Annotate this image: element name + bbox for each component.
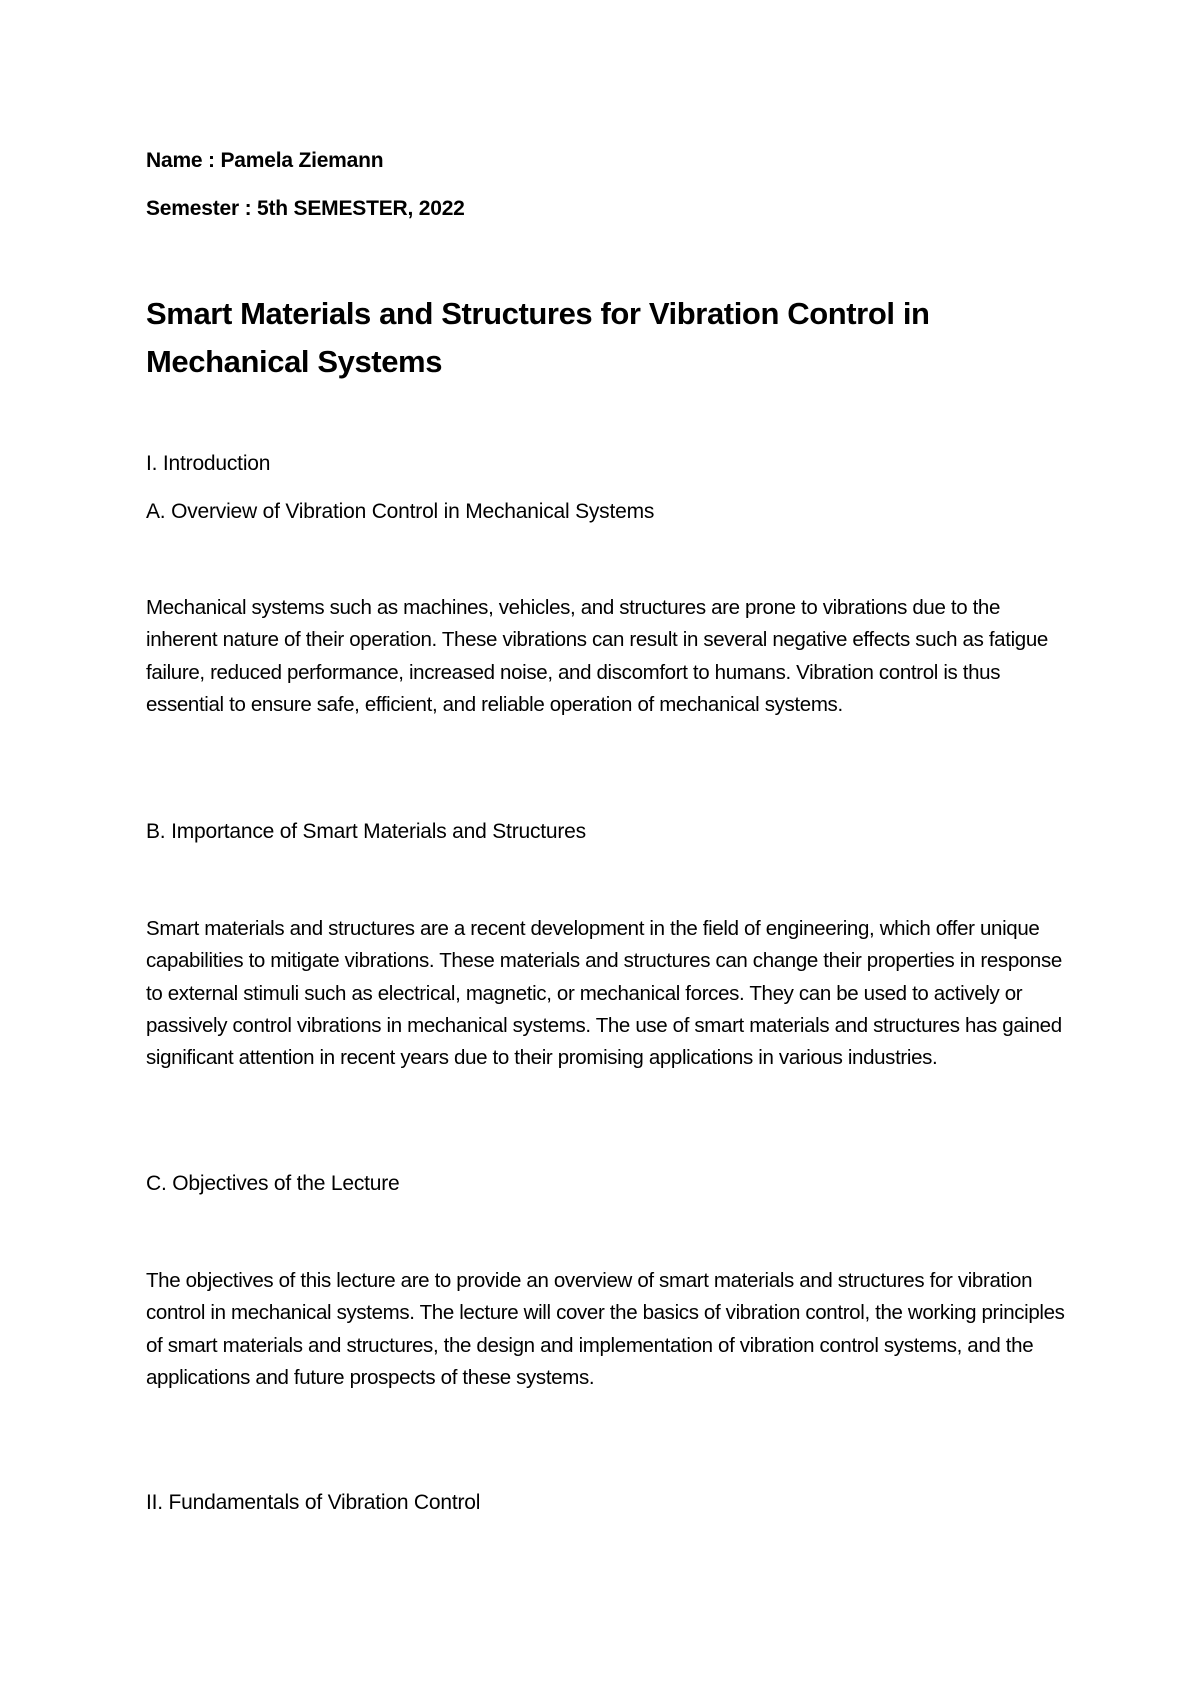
section-1-heading: I. Introduction: [146, 452, 271, 475]
student-name: Name : Pamela Ziemann: [146, 149, 384, 172]
section-2-heading: II. Fundamentals of Vibration Control: [146, 1491, 481, 1514]
subsection-a-heading: A. Overview of Vibration Control in Mechanical Systems: [146, 500, 655, 523]
subsection-a-paragraph: Mechanical systems such as machines, vehicles, and structures are prone to vibrations due to the inherent nature of their operation. These vibrations can result in several negative effects such as fatigue failure, reduced performance, increased noise, and discomfort to humans. Vibration control is thus essential to ensure safe, efficient, and reliable operation of mechanical systems.: [146, 596, 1048, 716]
semester-info: Semester : 5th SEMESTER, 2022: [146, 197, 465, 220]
document-title: Smart Materials and Structures for Vibration Control in Mechanical Systems: [146, 296, 930, 379]
subsection-b-paragraph: Smart materials and structures are a recent development in the field of engineering, which offer unique capabilities to mitigate vibrations. These materials and structures can change their properties in response to external stimuli such as electrical, magnetic, or mechanical forces. They can be used to actively or passively control vibrations in mechanical systems. The use of smart materials and structures has gained significant attention in recent years due to their promising applications in various industries.: [146, 917, 1062, 1070]
subsection-c-heading: C. Objectives of the Lecture: [146, 1172, 400, 1195]
subsection-c-paragraph: The objectives of this lecture are to provide an overview of smart materials and structures for vibration control in mechanical systems. The lecture will cover the basics of vibration control, the working principles of smart materials and structures, the design and implementation of vibration control systems, and the applications and future prospects of these systems.: [146, 1269, 1065, 1389]
subsection-b-heading: B. Importance of Smart Materials and Structures: [146, 820, 586, 843]
